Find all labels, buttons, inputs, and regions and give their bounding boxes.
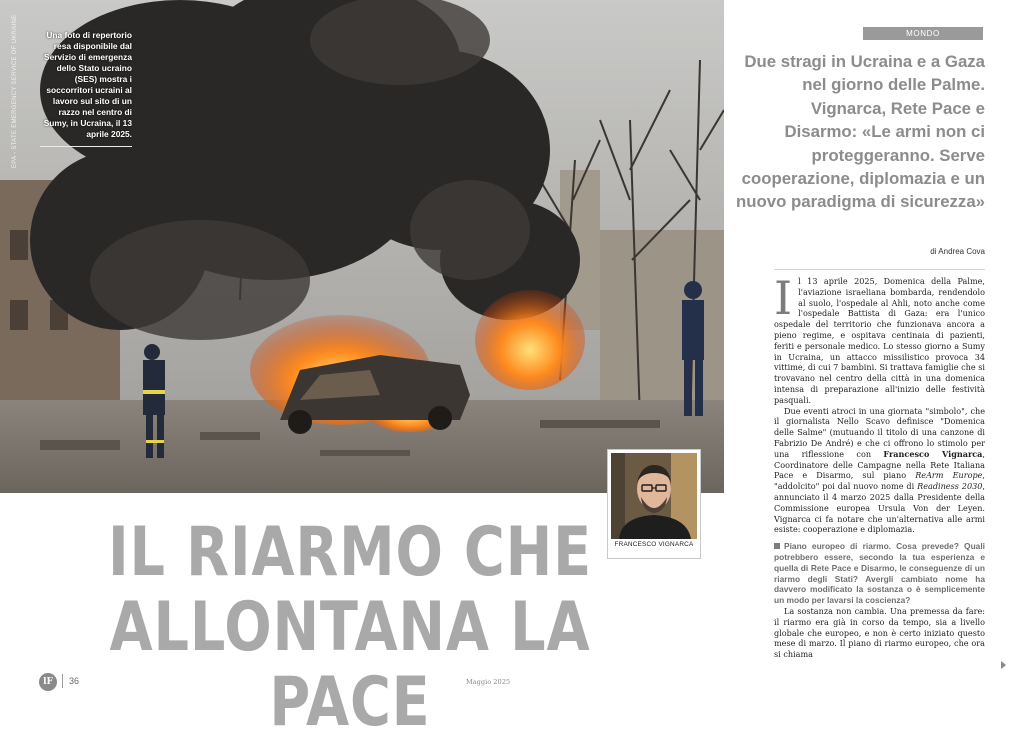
paragraph-3: La sostanza non cambia. Una premessa da fare: il riarmo era già in corso da tempo, sia a livello globale che europeo, e non è certo iniziato questo mese di marzo. Il piano di riarmo europeo, che ora si chiama xyxy=(774,605,985,660)
paragraph-1: Il 13 aprile 2025, Domenica della Palme, l'aviazione israeliana bombarda, rendendolo al suolo, l'ospedale al Ahli, noto anche come l'ospedale Battista di Gaza: era l'unico ospedale del territorio che funzionava ancora a pieno regime, e ospitava centinaia di pazienti, feriti e personale medico. Lo stesso giorno a Sumy in Ucraina, un attacco missilistico provoca 34 vittime, di cui 7 bambini. Si trattava famiglie che si trovavano nel centro della città in una domenica intensa di preparazione all'inizio delle festività pasquali. xyxy=(774,271,985,405)
headline xyxy=(88,515,613,740)
square-bullet-icon xyxy=(774,543,780,549)
portrait-photo xyxy=(607,449,701,559)
portrait-image xyxy=(611,453,697,539)
magazine-logo: lF xyxy=(39,673,57,691)
drop-cap: I xyxy=(774,271,793,325)
section-tag: MONDO xyxy=(863,27,983,40)
byline: di Andrea Cova xyxy=(930,247,985,256)
interview-question: Piano europeo di riarmo. Cosa prevede? Quali potrebbero essere, secondo la tua esperienza e quella di Rete Pace e Disarmo, le conseguenze di un riarmo degli Stati? Avergli cambiato nome ha davvero modificato la sostanza o è semplicemente un modo per lavarsi la coscienza? xyxy=(774,541,985,606)
war-photo xyxy=(0,0,724,493)
portrait-caption: FRANCESCO VIGNARCA xyxy=(614,541,694,548)
interviewee-name: Francesco Vignarca xyxy=(883,448,983,459)
photo-credit: EPA - STATE EMERGENCY SERVICE OF UKRAINE xyxy=(12,14,18,168)
divider xyxy=(774,269,985,270)
article-body xyxy=(774,271,985,660)
headline-line-1: IL RIARMO CHE xyxy=(107,513,593,592)
headline-line-2: ALLONTANA LA PACE xyxy=(109,588,591,742)
photo-caption: Una foto di repertorio resa disponibile dal Servizio di emergenza dello Stato ucraino (SES) mostra i soccorritori ucraini al lavoro sul sito di un razzo nel centro di Sumy, in Ucraina, il 13 aprile 2025. xyxy=(40,30,132,147)
issue-date: Maggio 2025 xyxy=(466,678,511,686)
page-number: 36 xyxy=(62,674,79,688)
right-page xyxy=(726,0,1024,709)
paragraph-2: Due eventi atroci in una giornata "simbolo", che il giornalista Nello Scavo definisce "Domenica delle Salme" (mutuando il titolo di una canzone di Fabrizio De André) e che ci offrono lo stimolo per una riflessione con Francesco Vignarca, Coordinatore delle Campagne nella Rete Italiana Pace e Disarmo, sul piano ReArm Europe, "addolcito" poi dal nuovo nome di Readiness 2030, annunciato il 4 marzo 2025 dalla Presidente della Commissione europea Ursula Von der Leyen. Vignarca ci fa notare che un'alternativa alle armi esiste: cooperazione e diplomazia. xyxy=(774,405,985,535)
next-page-arrow-icon xyxy=(1001,661,1006,669)
article-deck: Due stragi in Ucraina e a Gaza nel giorno delle Palme. Vignarca, Rete Pace e Disarmo: «Le armi non ci proteggeranno. Serve cooperazione, diplomazia e un nuovo paradigma di sicurezza» xyxy=(736,52,985,212)
